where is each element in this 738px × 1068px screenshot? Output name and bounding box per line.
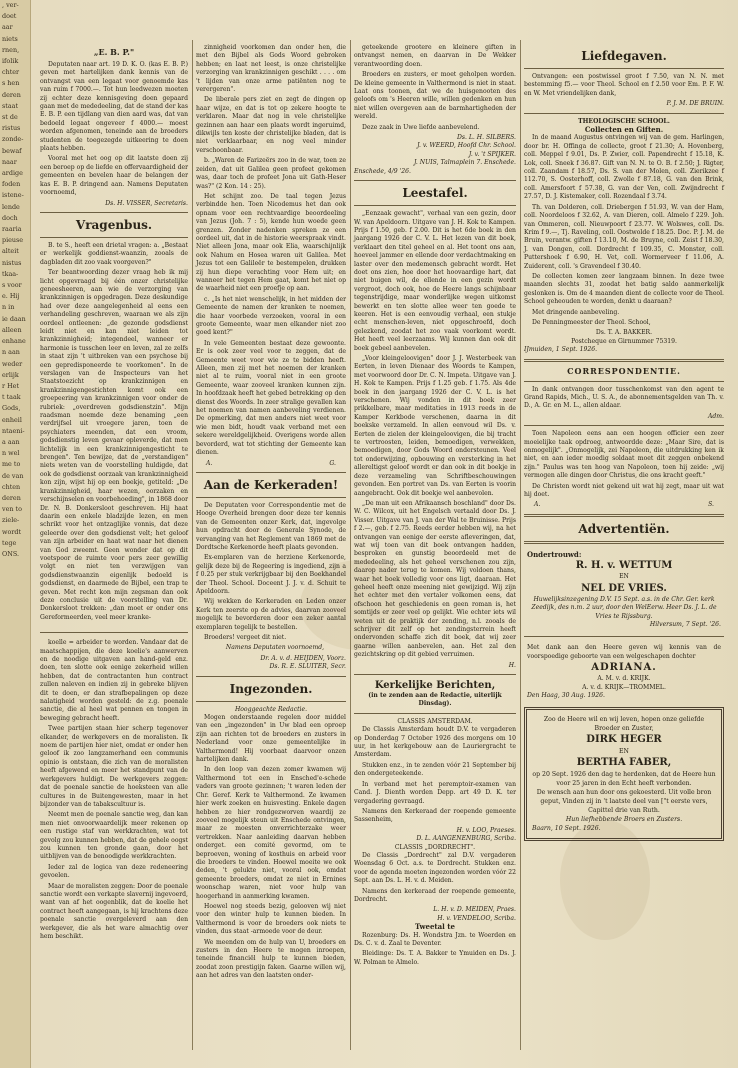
paragraph: „Voor kleingeloovigen" door J. J. Westerbeek van Eerten, in leven Dienaar des Woords te Kampen, met voorwoord door Dr. C. N. Impeta. Uitgave van J. H. Kok te Kampen. Prijs f 1.25 geb. f 1.75. Als 4de boek in den jaargang 1926 der C. V. L. is het verschenen. Wij vonden in dit boek zeer prikkelbare, maar meditaties in 1913 reeds in de Kamper Kerkbode verschenen, daarna in dit boekske verzameld. In allen eenvoud wil Ds. v. Eerten de zielen der kleingeloovigen, die bij tracht te vertroosten, leiden, bemoedigen, verwekken, bemoedigen, door Gods Woord ondersteunen. Veel tot onderwijzing, opbouwing en versterking in het allereltigst geloof wordt er dan ook in dit boekje in deze verzameling van Schriftbeschouwingen gevonden. Een portret van Ds. van Eerten is voorin aangebracht. Ook dit boekje wel aanbevolen. [354,355,516,497]
initial: S. [708,501,714,509]
margin-fragment: doet [2,12,17,21]
paragraph: We meenden om de hulp van U, broeders en zusters in den Heere te mogen inroepen, teneinde financiël hulp te kunnen bieden, zoodat zoon prestigijn faken. Gaarne willen wij, aan het adres van den laatsten onder- [196,938,346,980]
paragraph: „Eenzaak gewacht", verhaal van een gezin, door W. van Apeldoorn. Uitgave van J. H. Kok te Kampen. Prijs f 1.50, geb. f 2.00. Dit is het 6de boek in den jaargang 1926 der C. V. L. Het lezen van dit boek, verklaart den titel geheel en al. Het toont ons aan, hoeveel jammer en ellende door verdachtmaking en laster over den medemensch gebracht wordt. Het doet ons zien, hoe door het hoovaardige hart, dat niet buigen wil, de ellende in een gezin wordt vergroot, doch ook, hoe de Heere langs schijnbaar tegenstrijdige, maar wonderlijke wegen uitkomst bewerkt en ten slotte allee weer ten goede te keeren. Het is een eenvoudig verhaal, een stukje echt menschen-leven, niet opgeschroefd, doch gelezkend, zoodat het zoo vaak voorkomt wordt. Het heeft veel leerzaams. Wij kunnen dan ook dit boek gebeel aanbevelen. [354,210,516,352]
signature: Ds. L. H. SILBERS. [456,134,516,142]
initials-row [196,460,346,468]
paragraph: Postcheque en Girnummer 75319. [571,337,677,345]
dateline: IJmuiden, 1 Sept. 1926. [524,346,598,354]
margin-fragment: n wel [2,449,20,458]
paragraph: koelle = arbeider te worden. Vandaar dat de maatschappijen, die deze koelie's aanwerven en de noodige uitgaven aan hand-geld enz. doen, ten slotte ook eenige zekerheid willen hebben, dat de contractanten hun contract zullen naleven en indien zij in gebreke blijven dit te doen, er dan strafbepalingen op deze nalatigheid worden gesteld: de z.g. poenale sanctie, die al heel wat pennen en tongen in beweging gebracht heeft. [40,639,188,722]
divider [524,425,724,426]
paragraph: De Penningmeester der Theol. School, [532,318,651,326]
margin-fragment: erlijk [2,370,19,379]
initial: G. [329,459,336,467]
paragraph: Vooral met het oog op dit laatste doen zij een beroep op de liefde en offervaardigheid der gemeenten en bevelen haar de belangen der kas E. B. P. dringend aan. Namens Deputaten voornoemd, [40,155,188,197]
paragraph: In verband met het peremptoir-examen van Cand. J. Dienth worden Depp. art 49 D. K. ter vergadering gevraagd. [354,780,516,805]
signature: J. v. WEERD, Hoofd Chr. School. [417,142,516,150]
ad-name: R. H. v. WETTUM [575,560,673,572]
divider [524,636,724,637]
margin-fragment: istene- [2,191,24,200]
ad-name: ADRIANA. [591,662,657,674]
paragraph: Stukken enz., in te zenden vóór 21 September bij den ondergeteekende. [354,761,516,778]
margin-fragment: de van [2,471,24,480]
ad-text: Huwelijksinzegening D.V. 15 Sept. a.s. in de Chr. Ger. kerk Zeedijk, des n.m. 2 uur, door den WelEerw. Heer Ds. J. L. de Vries te Rijssburg. [531,595,717,620]
divider [524,68,724,69]
margin-fragment: n in [2,303,15,312]
divider [40,212,188,213]
section-heading-ebp: „E. B. P." [93,47,135,57]
signature: Ds. T. A. BAKKER. [595,329,653,337]
ad-conjunction: EN [619,573,629,581]
divider [40,237,188,238]
margin-fragment: ie daan [2,314,26,323]
advertisement-geboorte [524,641,724,703]
section-heading-correspondentie: CORRESPONDENTIE. [567,365,681,376]
divider [524,359,724,362]
paragraph: B. te S., heeft een drietal vragen: a. „Bestaat er werkelijk goddienst-waanzin, zooals de dagbladen dit zoo vaak voorgeven?" [40,241,188,266]
subheading: CLASSIS AMSTERDAM. [397,717,473,725]
margin-fragment: n aan [2,348,20,357]
paragraph: Toen Napoleon eens aan een hoogen officier een zeer moeielijke taak opdroeg, antwoordde deze: „Maar Sire, dat is onmogelijk". „Onmogelijk, zei Napoleon, die uitdrukking ken ik niet, en aan ieder moedig soldaat moet dit zeggen onbekend zijn." Paulus was ten hoog van Napoleon, toen hij zeide: „wij vermogen alle dingen door Christus, die ons kracht geeft." [524,430,724,480]
paragraph: Het schijnt zoo. De taal tegen Jezus verbindde hen. Toen Nicodemus het dan ook opnam voor een rechtvaardige beoordeeling van Jezus (Joh. 7 : 5), kende hun woede geen grenzen. Zonder nadenken spreken ze een oordeel uit, dat in de historie weerspraak vindt. Niet alleen Jona, maar ook Elia, waarschijnlijk ook Nahum en Hosea waren uit Galilea. Met Jezus tot een Galileër te bestempelen, drukken zij hun diepe verachting voor Hem uit; en wanneer het tegen Hem gaat, komt het niet op de waarheid niet een proefje op aan. [196,192,346,293]
subheading: Collecten en Giften. [584,125,664,135]
ad-heading: Ondertrouwd: [527,549,582,559]
ad-place: Baarn, 10 Sept. 1926. [532,825,601,833]
paragraph: b. „Waren de Farizeërs zoo in de war, toen ze zeiden, dat uit Galilea geen profeet gekomen was, daar toch de profeet Jona uit Gath-Heser was?" (2 Kon. 14 : 25). [196,157,346,190]
paragraph: Mogen onderstaande regelen door middel van een „ingezonden" in Uw blad een oproep zijn aan richten tot de broeders en zusters in Nederland voor onze gemeentelijke in Valthermond! Hij voorbaat daarvoor onzen hartelijken dank. [196,714,346,764]
column-rule [192,40,193,1050]
section-heading-leestafel: Leestafel. [402,186,468,201]
margin-fragment: s hen [2,79,20,88]
paragraph: Rozenburg: Ds. H. Wondstra Jzn. te Woerden en Ds. C. v. d. Zaal te Deventer. [354,931,516,947]
paragraph: De Classis Amsterdam houdt D.V. te vergaderen op Donderdag 7 October 1926 des morgens om 10 uur, in het kerkgebouw aan de Lauriergracht te Amsterdam. [354,726,516,759]
advertisement-ondertrouwd [524,548,724,632]
divider [196,497,346,498]
column-2 [196,44,346,983]
section-heading-kerkelijke-berichten: Kerkelijke Berichten, [374,680,496,692]
margin-fragment: tege [2,538,17,547]
margin-fragment: nistus [2,258,22,267]
paragraph: Maar de moralisten zeggen: Door de poenale sanctie wordt een verkapte slavernij ingevoerd, want van af het oogenblik, dat de koelie het contract heeft aangegaan, is hij krachtens deze poenale sanctie overgeleverd aan den werkgever, die als het ware almachtig over hem beschikt. [40,882,188,940]
divider [196,676,346,677]
margin-fragment: , ver- [2,1,19,9]
signature: P. J. M. DE BRUIN. [666,100,724,108]
margin-fragment: st de [2,113,18,122]
column-4 [524,44,724,845]
ad-parent: A. M. v. d. KRIJK. [597,675,651,683]
advertisement-jubileum [524,707,724,841]
ad-name: NEL DE VRIES. [581,582,667,594]
margin-fragment: me to [2,460,21,469]
initials-row [524,501,724,509]
margin-fragment: enhane [2,337,26,346]
signature: L. H. v. D. MEIDEN, Praes. [433,906,516,914]
margin-fragment: r Het [2,381,20,390]
column-rule [520,40,521,1050]
signature: D. L. AANGENENBURG, Scriba. [416,835,516,843]
section-heading-ingezonden: Ingezonden. [229,681,313,696]
divider [354,674,516,675]
margin-fragment: weder [2,359,23,368]
subheading: CLASSIS „DORDRECHT". [394,843,476,851]
ad-conjunction: EN [619,748,629,756]
subheading: THEOLOGISCHE SCHOOL. [578,117,670,125]
paragraph: Namens den Kerkeraad der roepende gemeente Sassenheim, [354,807,516,824]
paragraph: In den loop van dezen zomer kwamen wij Valthermond tot een in Ensched'e-schede vaders van groote gezinnen; 't waren leden der Chr. Geref. Kerk te Valthermond. Ze kwamen hier werk zoeken en huisvesting. Enkele dagen hebben ze hier rondgezworven waardij ze zooveel mogelijk steun uit Enschede ontvingen, maar ze moesten onverrichterzake weer vertrekken. Naar aanleiding daarvan hebben onderget. een comité gevormd, om te beproeven, woning of kosthuis en arbeid voor die broeders te vinden. Hoewel moeite we ook deden, 't gelukte niet, vooral ook, omdat gemeente broeders, omdat ze niet in Ernines woonschap waren, niet voor hulp van hoogerhand in aanmerking kwamen. [196,766,346,900]
paragraph: Ieder zal de logica van deze redeneering gevoelen. [40,863,188,880]
signature: H. v. LOO, Praeses. [456,826,516,834]
previous-page-margin [0,0,31,1068]
margin-fragment: niets [2,34,18,43]
margin-fragment: tkaa- [2,269,19,278]
paragraph: In vele Gemeenten bestaat deze gewoonte. Er is ook zeer veel voor te zeggen, dat de Gemeente weet voor wie ze te bidden heeft. Alleen, men zij met het noemen der kranken niet al te ruim, vooral niet in een groote Gemeente, waar zooveel kranken kunnen zijn. In hoofdzaak heeft het gebed betrekking op den dienst des Woords. In zeer stralige gevallen kan het noemen van namen aanbeveling verdienen. De opmerking, dat men anders niet weet voor wie men bidt, houdt vaak verband met een sekere wereldgelijkheid. Overigens worde allen bevorderd, wat tot stichting der Gemeente kan dienen. [196,339,346,457]
paragraph: Met dringende aanbeveling. [532,308,620,316]
section-heading-kerkeraden: Aan de Kerkeraden! [203,477,339,492]
margin-fragment: ristus [2,124,21,133]
initial: A. [534,501,541,509]
margin-fragment: naar [2,157,17,166]
margin-fragment: alteit [2,247,19,256]
margin-fragment: alleen [2,325,22,334]
ad-place: Hilversum, 7 Sept. '26. [649,620,721,628]
margin-fragment: zonde- [2,135,24,144]
paragraph: zinnigheid voorkomen dan onder hen, die met den Bijbel als Gods Woord gebroken hebben; en laat net leest, is onze christelijke verzorging van krankzinnigen geschikt . . . . om 't lijden van onze arme patiënten nog te verergeren". [196,44,346,94]
section-heading-advertentien: Advertentiën. [578,521,670,536]
signature: J. NUIS, Talmaplein 7. Enschede. [413,159,516,167]
paragraph: In dank ontvangen door tusschenkomst van den agent te Grand Rapids, Mich., U. S. A., de abonnementsgelden van Th. v. D., A. Gr. en M. L., allen aldaar. [524,385,724,410]
margin-fragment: ziele- [2,516,20,525]
ad-text: op 20 Sept. 1926 den dag te herdenken, dat de Heere hun voor 25 jaren in den Echt heeft verbonden. [532,771,716,788]
paragraph: c. „Is het niet wenschelijk, in het midden der Gemeente de namen der kranken te noemen, die haar voorbede verzoeken, vooral in een groote Gemeente, waar men elkander niet zoo goed kent?" [196,295,346,337]
ad-name: BERTHA FABER, [576,757,672,769]
margin-fragment: ven to [2,505,22,514]
margin-fragment: rnen, [2,45,20,54]
divider [40,632,188,633]
signature: Ds. R. E. SLUITER, Secr. [269,663,346,671]
divider [196,472,346,473]
section-heading-vragenbus: Vragenbus. [75,217,153,232]
ad-text: Zoo de Heere wil en wij leven, hopen onze geliefde Broeder en Zuster, [543,716,705,733]
paragraph: Namens Deputaten voornoemd, [225,644,325,652]
margin-fragment: lende [2,202,20,211]
ad-parent: A. v. d. KRIJK—TROMMEL. [582,683,666,691]
divider [354,713,516,714]
subheading: Hooggeachte Redactie. [234,705,308,713]
divider [354,180,516,181]
ad-signature: Hun liefhebbende Broers en Zusters. [565,816,683,824]
paragraph: Broeders! vergeet dit niet. [204,634,287,641]
paragraph: Hoewel nog steeds bezig, gelooven wij niet voor den winter hulp te kunnen bieden. In Valthermond is voor de broeders ook niets te vinden, dus staat -armoede voor de deur. [196,902,346,936]
signature: Dr. A. v. d. HEIJDEN, Voorz. [260,654,346,662]
paragraph: Ex-emplaren van de herziene Kerkenorde, gelijk deze bij de Regeering is ingediend, zijn a f 0.25 per stuk verkrijgbaar bij den Boekhandel der Theol. School. Doceent J. J. v. d. Schuit te Apeldoorn. [196,554,346,595]
ad-text: De wensch aan hun door ons gekoesterd. Uit volle bron geput, Vinden zij in 't laatste deel van ["t eerste vers, [536,789,712,806]
margin-fragment: raaria [2,225,22,234]
paragraph: Deputaten naar art. 19 D. K. O. (kas E. B. P.) geven met hartelijken dank kennis van de ontvangst van een legaat voor genoemde kas van ruim f 7000.—. Tot hun leedwezen moeten zij echter deze kennisgeving doen gepaard gaan met de mededeeling, dat de stand der kas E. B. P. een tijdlang van dien aard was, dat van bedoeld legaat ongeveer f 4000.— moest worden afgenomen, teneinde aan de broeders studenten de toegezegde uitkeering te doen plaats hebben. [40,61,188,153]
margin-fragment: ONS. [2,549,20,558]
divider [524,514,724,517]
paragraph: Ter beantwoording dezer vraag heb ik mij licht opgevraagd bij één onzer christelijke geneesheeren, aan wie de verzorging van krankzinnigen is opgedragen. Deze deskundige had over deze aangelegenheid al eens een verhandeling geschreven, waaraan we als zijn oordeel ontleenen: „de gezonde godsdienst leidt niet en kan niet leiden tot krankzinnigheid; integendeel, wanneer er harmonie is tusschen leer en leven, zal ze zelfs in staat zijn 't uitbreken van een psychose bij een gepredisponeerde te voorkomen". In de verslagen van de Inspecteurs van het Staatstoezicht op krankzinnigen en krankzinnigengestichten komt ook een groepeering van krankzinnigen voor onder de rubriek: „overdreven godsdienstzin". Mijn raadsman noemde deze benaming „een verdrijfsel uit vroegere jaren, toen de psychiaters meenden, dat een vroom, godsdienstig leven gevaar opleverde, dat men lichtelijk in een krankzinnigengesticht te brengen". Ten bewijze, dat de „verstandigen" niets weten van de voorstelling huldigde, dat ook de godsdienst oorzaak van krankzinnigheid kon zijn, wijst hij op een boekje, getiteld: „De krankzinnigheid, haar wezen, oorzaken en verschijnselen en voorbehoeding", in 1868 door Dr. N. B. Donkersloot geschreven. Hij haat daarin een enkele bladzijde lezen, en men schrikt voor het ontzaglijke vonnis, dat deze geleerde over den godsdienst velt; het geloof van zijn arbeider en haat wat naar het dienen van God zweemt. Geen wonder dat op dit voetspoor de ruimte voor pers zeer gewillig volgt en niet ten verzwijgen van godsdienstwaanzin eigenlijk bedoeld is godsdienst, en daarmede de Bijbel, een trap te geven. Met recht kon mijn zegsman dan ook deze conclusie uit de voorstelling van Dr. Donkersloot trekken: „dan moet er onder ons Gereformeerden, veel meer kranke- [40,269,188,621]
margin-fragment: pieuse [2,236,24,245]
subheading: (in te zenden aan de Redactie, uiterlijk Dinsdag). [368,692,502,708]
paragraph: geteekende grootere en kleinere giften in ontvangst nemen, en daarvan in De Wekker verantwoording doen. [354,44,516,68]
divider [354,205,516,206]
signature: J. v. 't SPIJKER. [468,150,516,158]
paragraph: De liberale pers ziet en zegt de dingen op haar wijze, en dat is tot op zekere hoogte te verklaren. Maar dat nog in vele christelijke gezinnen aan haar een plaats wordt ingeruimd, dikwijls ten koste der christelijke bladen, dat is niet verklaarbaar, en nog veel minder verschoonbaar. [196,96,346,154]
signature: Adm. [707,412,724,420]
margin-fragment: Gods, [2,404,21,413]
paragraph: Wij wekken de Kerkeraden en Leden onzer Kerk ten zeerste op de advies, daarvan zooveel mogelijk te bevorderen door een zeker aantal exemplaren tegelijk te bestellen. [196,598,346,631]
paragraph: De Classis „Dordrecht" zal D.V. vergaderen Woensdag 6 Oct. a.s. te Dordrecht. Stukken enz. voor de agenda moeten ingezonden worden vóór 22 Sept. aan Ds. L. H. v. d. Meiden. [354,851,516,885]
margin-fragment: a aan [2,437,20,446]
paragraph: „De man uit een Afrikaansch boschland" door Ds. W. C. Wilcox, uit het Engelsch vertaald door Ds. J. Visser. Uitgave van J. van der Wal te Bruinisse. Prijs f 2.—, geb. f 2.75. Reeds eerder hebben wij, na het ontvangen van eenige der eerste afleveringen, dat, wat wij toen van dit boek ontvangen hadden, besproken en gunstig beoordeeld met de mededeeling, als het geheel verschenen zou zijn, daarop nader terug te komen. Wij voldoen thans, waar het boek volledig voor ons ligt, daaraan. Het geheel heeft onze meening niet gewijzigd. Wij zijn het echter met den vertaler volkomen eens, dat ofschoon het geschiedenis en geen roman is, het somtijds er zeer veel op gelijkt. Wie echter iets wil weten uit de praktijk der zending, n.l. zooals de schrijver dit zelf op het zendingsterrein heeft ondervonden schaffe zich dit boek, dat wij zeer gaarne willen aanbevelen, aan. Het zal den gezichtskring op dit gebied verruimen. [354,499,516,659]
signature: Ds. H. VISSER, Secretaris. [105,199,188,207]
divider [196,701,346,702]
ad-text: Capittel drie van Ruth. [588,807,660,815]
paragraph: Namens den kerkeraad der roepende gemeente, Dordrecht. [354,887,516,903]
section-heading-liefdegaven: Liefdegaven. [581,49,667,63]
margin-fragment: wordt [2,527,22,536]
margin-fragment: aar [2,23,13,32]
margin-fragment: foden [2,180,21,189]
initial: H. [508,661,516,669]
margin-fragment: enheil [2,415,22,424]
column-3 [354,44,516,969]
margin-fragment: ifolik [2,57,19,66]
column-rule [350,40,351,1050]
margin-fragment: chter [2,68,20,77]
paragraph: De collecten komen zeer langzaam binnen. In deze twee maanden slechts 31, zoodat het batig saldo aanmerkelijk geslonken is. Om de 4 maanden dient de collecte voor de Theol. School geheouden te worden, denkt u daaraan? [524,272,724,306]
margin-fragment: e. Hij [2,292,20,301]
paragraph: Ontvangen: een postwissel groot f 7.50, van N. N. met bestemming f5.— voor Theol. School en f 2.50 voor Em. P. F. W. en W. Met vriendelijken dank, [524,73,724,97]
paragraph: Broeders en zusters, er moet geholpen worden. De kleine gemeente in Valthermond is niet in staat. Laat ons toonen, dat we de huisgenooten des geloofs om 's Heeren wille, willen gedenken en hun niet willen overgeven aan de barmhartigheden der wereld. [354,71,516,121]
ad-text: Met dank aan den Heere geven wij kennis van de voorspoedige geboorte van een welgeschapen dochter [527,644,721,660]
margin-fragment: bewaf [2,146,22,155]
paragraph: Bleidinge: Ds. T. A. Bakker te Ymuiden en Ds. J. W. Polman te Almelo. [354,950,516,966]
divider [524,113,724,114]
ad-name: DIRK HEGER [586,734,662,746]
margin-fragment: ardige [2,169,23,178]
margin-fragment: deren [2,90,21,99]
paragraph: De Deputaten voor Correspondentie met de Hooge Overheid brengen door deze ter kennis van de Gemeenten onzer Kerk, dat, ingevolge hun opdracht door de Generale Synode, de vervanging van het Reglement van 1869 met de Dordtsche Kerkenorde heeft plaats gevonden. [196,501,346,551]
paragraph: Th. van Dolderen, coll. Driebergen f 51.93, W. van der Ham, coll. Noordeloos f 32.62, A. van Dieren, coll. Almelo f 229. Joh. van Ommeren, coll. Nieuwpoort f 23.77. W. Wolswes, coll. Ds. Krim f 9.—, Tj. Raveling, coll. Oostwolde f 18.25. Doc. P. J. M. de Bruin, verantw. giften f 13.10, M. de Bruyne, coll. Zeist f 18.30, J. van Dongen, coll. Dordrecht f 109.35, C. Monster, coll. Puttershoek f 6.90, H. Vet, coll. Wormerveer f 11.06, A. Zuiderent, coll. 's Gravendeel f 30.40. [524,203,724,270]
paragraph: Deze zaak in Uwe liefde aanbevelend. [362,123,480,131]
column-1 [40,44,188,943]
paragraph: Twee partijen staan hier scherp tegenover elkander, de werkgevers en de moralisten. Ik noem de partijen hier niet, omdat er onder hen geloof ik zoo langzamerhand een communis opinio is ontstaan, die zich van de moralisten heeft afgewend en meer het standpunt van de werkgevers huldigt. De werkgevers zeggen: dat de poenale sanctie de hoeksteen van alle cultures in de Buitengewesten, maar in het bijzonder van de tabakscultuur is. [40,725,188,808]
paragraph: In de maand Augustus ontvingen wij van de gem. Harlingen, door br. H. Offinga de collecte, groot f 21.30; A. Hovenberg, coll. Meppel f 9.01, Ds. P. Zwier, coll. Papendrecht f 15.18, K. Lok, coll. Sneek f 36.87. Gift van N. N. te O. B. f 2.50; J. Rigter, coll. Zaandam f 18.57, Ds. S. van der Molen, coll. Zierikzee f 112.70, S. Oosterhoff, coll. Zwolle f 87.18, G. van den Brink, coll. Amersfoort f 57.38, G. van der Ven, coll. Zwijndrecht f 27.57, D. J. Kistemaker, coll. Rozendaal f 3.74. [524,134,724,201]
initial: A. [206,459,213,467]
ad-place: Den Haag, 30 Aug. 1926. [527,691,605,699]
divider [524,541,724,544]
margin-fragment: chten [2,482,21,491]
margin-fragment: staat [2,101,19,110]
margin-fragment: s voor [2,281,22,290]
margin-fragment: doch [2,213,18,222]
margin-fragment: ntaeni- [2,426,25,435]
margin-fragment: t taak [2,393,21,402]
margin-fragment: deren [2,493,21,502]
paragraph: De Christen wordt niet gekend uit wat hij zegt, maar uit wat hij doet. [524,482,724,499]
dateline: Enschede, 4/9 '26. [354,167,411,175]
paragraph: Neemt men de poenale sanctie weg, dan kan men niet onvoorwaardelijk meer rekenen op een rustige staf van werkkrachten, wat tot gevolg zou kunnen hebben, dat de gehele oogst zou kunnen ten gronde gaan, door het uitblijven van de benoodigde werkkrachten. [40,811,188,861]
divider [524,381,724,382]
subheading: Tweetal te [415,922,455,932]
signature: H. v. VENDELOO, Scriba. [437,914,516,922]
